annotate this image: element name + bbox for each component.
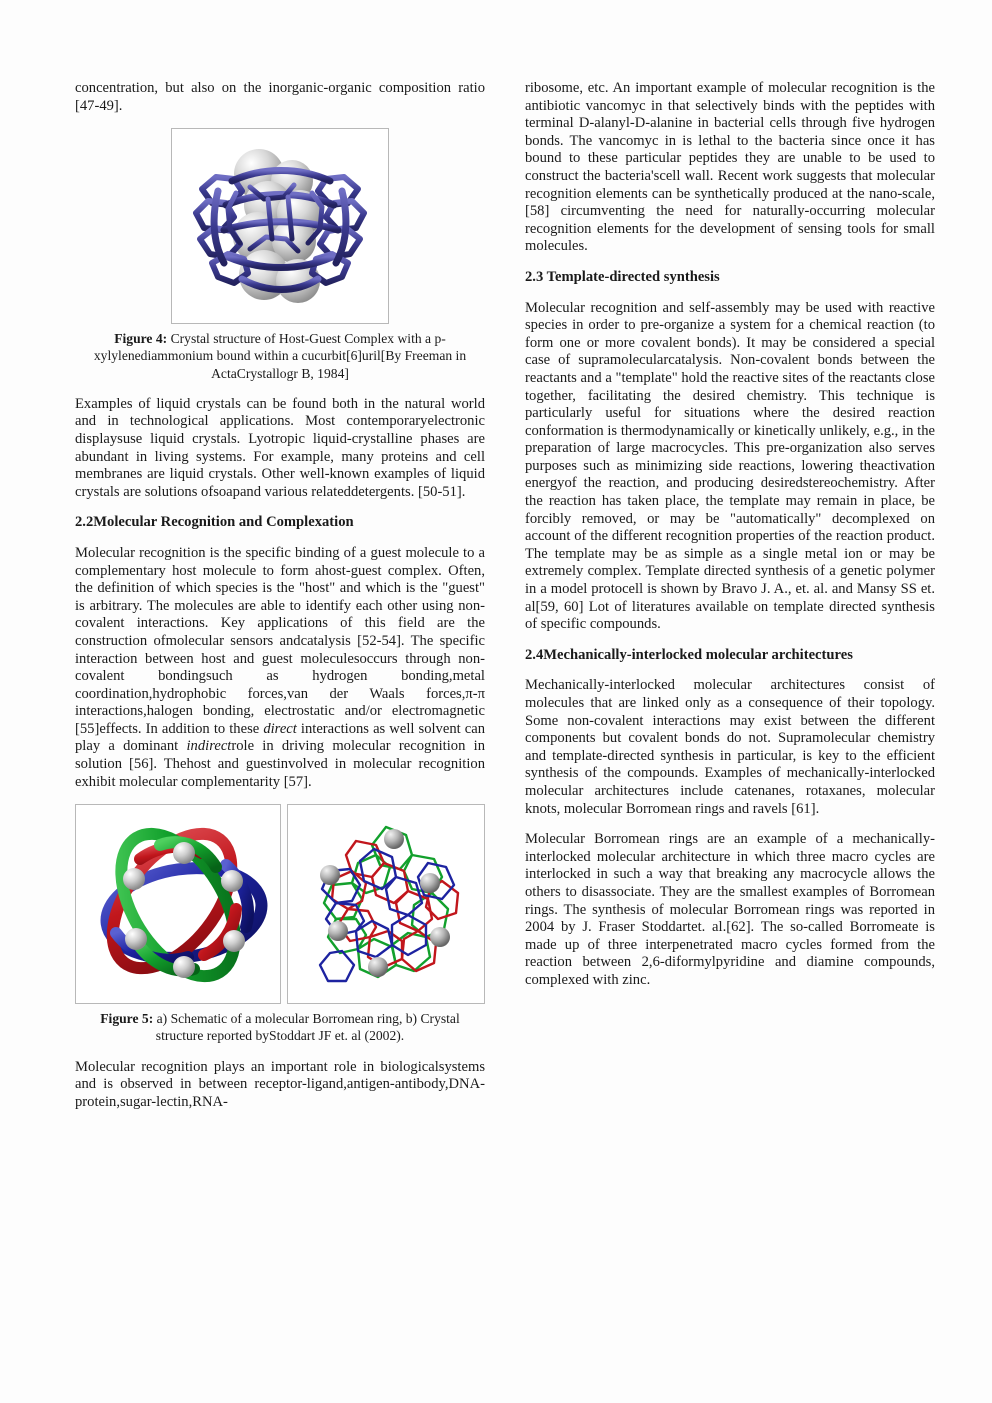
right-column	[525, 80, 935, 1340]
host-guest-complex-illustration	[172, 129, 388, 323]
figure-4-label: Figure 4:	[114, 331, 168, 347]
emphasis-direct: direct	[263, 720, 297, 737]
paragraph-continuation: concentration, but also on the inorganic-organic composition ratio [47-49].	[75, 80, 485, 114]
molecular-recognition-paragraph	[75, 545, 485, 791]
pi-pi-symbol: π-π	[465, 685, 485, 702]
figure-4-caption-text: Crystal structure of Host-Guest Complex with a p-xylylenediammonium bound within a cucurbit[6]uril[By Freeman in ActaCrystallogr B, 1984]	[93, 331, 467, 381]
figure-4-caption	[75, 330, 485, 382]
heading-2-4: 2.4Mechanically-interlocked molecular architectures	[525, 646, 853, 663]
liquid-crystals-paragraph: Examples of liquid crystals can be found both in the natural world and in technological applications. Most contemporaryelectronic displaysuse liquid crystals. Lyotropic liquid-crystalline phases are abundant in living systems. For example, many proteins and cell membranes are liquid crystals. Other well-known examples of liquid crystals are solutions ofsoapand various relateddetergents. [50-51].	[75, 395, 485, 500]
mr-text-b: interactions,halogen bonding, electrostatic and/or electromagnetic [55]effects. In addition to these	[75, 703, 485, 737]
mr-text-d: role in driving molecular recognition in solution [56]. Thehost and guestinvolved in molecular recognition exhibit molecular complementarity [57].	[75, 738, 485, 790]
biological-systems-paragraph: Molecular recognition plays an important role in biologicalsystems and is observed in between receptor-ligand,antigen-antibody,DNA-protein,sugar-lectin,RNA-	[75, 1058, 485, 1110]
figure-5-label: Figure 5:	[100, 1011, 154, 1027]
figure-4-block	[75, 128, 485, 382]
figure-5-images-row	[75, 804, 485, 1004]
figure-5-caption-text: a) Schematic of a molecular Borromean ring, b) Crystal structure reported byStoddart JF et. al (2002).	[153, 1011, 460, 1044]
emphasis-indirect: indirect	[186, 738, 232, 755]
borromean-rings-paragraph: Molecular Borromean rings are an example of a mechanically-interlocked molecular architecture in which three macro cycles are interlocked in such a way that breaking any macrocycle allows the others to disassociate. They are the smallest examples of Borromean rings. The synthesis of molecular Borromean rings was reported in 2004 by J. Fraser Stoddartet. al.[62]. The so-called Borromeate is made up of three interpenetrated macro cycles formed from the reaction between 2,6-diformylpyridine and diamine compounds, complexed with zinc.	[525, 831, 935, 988]
left-column	[75, 80, 485, 1340]
figure-5-caption	[75, 1010, 485, 1044]
borromean-ring-schematic	[76, 805, 280, 1003]
borromean-crystal-structure	[288, 805, 484, 1003]
mechanically-interlocked-paragraph: Mechanically-interlocked molecular architectures consist of molecules that are linked only as a consequence of their topology. Some non-covalent interactions may exist between the different components but covalent bonds do not. Supramolecular chemistry and template-directed synthesis in particular, is key to the efficient synthesis of the compounds. Examples of mechanically-interlocked molecular architectures include catenanes, rotaxanes, molecular knots, molecular Borromean rings and ravels [61].	[525, 677, 935, 817]
heading-2-3: 2.3 Template-directed synthesis	[525, 268, 720, 285]
mr-text-a: Molecular recognition is the specific binding of a guest molecule to a complementary host molecule to form ahost-guest complex. Often, the definition of which species is the "host" and which is the "guest" is arbitrary. The molecules are able to identify each other using non-covalent interactions. Key applications of this field are the construction ofmolecular sensors andcatalysis [52-54]. The specific interaction between host and guest moleculesoccurs through non-covalent bondingsuch as hydrogen bonding,metal coordination,hydrophobic forces,van der Waals forces,	[75, 544, 485, 702]
figure-5-block	[75, 804, 485, 1044]
figure-4-image	[171, 128, 389, 324]
figure-5b-image	[287, 804, 485, 1004]
heading-2-2: 2.2Molecular Recognition and Complexation	[75, 514, 354, 531]
figure-5a-image	[75, 804, 281, 1004]
template-directed-synthesis-paragraph: Molecular recognition and self-assembly may be used with reactive species in order to pre-organize a system for a chemical reaction (to form one or more covalent bonds). It may be considered a special case of supramolecularcatalysis. Non-covalent bonds between the reactants and a "template" hold the reactive sites of the reactants close together, facilitating the desired chemistry. This technique is particularly useful for situations where the desired reaction conformation is thermodynamically or kinetically unlikely, e.g., in the preparation of large macrocycles. This pre-organization also serves purposes such as minimizing side reactions, lowering theactivation energyof the reaction, and producing desiredstereochemistry. After the reaction has taken place, the template may remain in place, be forcibly removed, or may be "automatically" decomplexed on account of the different recognition properties of the reaction product. The template may be as simple as a single metal ion or may be extremely complex. Template directed synthesis of a genetic polymer in a model protocell is shown by Bravo J. A., et. al. and Mansy SS et. al[59, 60] Lot of literatures available on template directed synthesis of specific compounds.	[525, 299, 935, 633]
two-column-layout	[75, 80, 935, 1340]
vancomycin-paragraph: ribosome, etc. An important example of molecular recognition is the antibiotic vancomyc in that selectively binds with the peptides with terminal D-alanyl-D-alanine in bacterial cells through five hydrogen bonds. The vancomyc in is lethal to the bacteria since once it has bound to these particular peptides they are unable to be used to construct the bacteria'scell wall. Recent work suggests that molecular recognition elements can be synthetically produced at the nano-scale, [58] circumventing the need for naturally-occurring molecular recognition elements for the development of sensing tools for small molecules.	[525, 80, 935, 255]
mr-text-c: interactions as well solvent can play a dominant	[75, 720, 486, 755]
